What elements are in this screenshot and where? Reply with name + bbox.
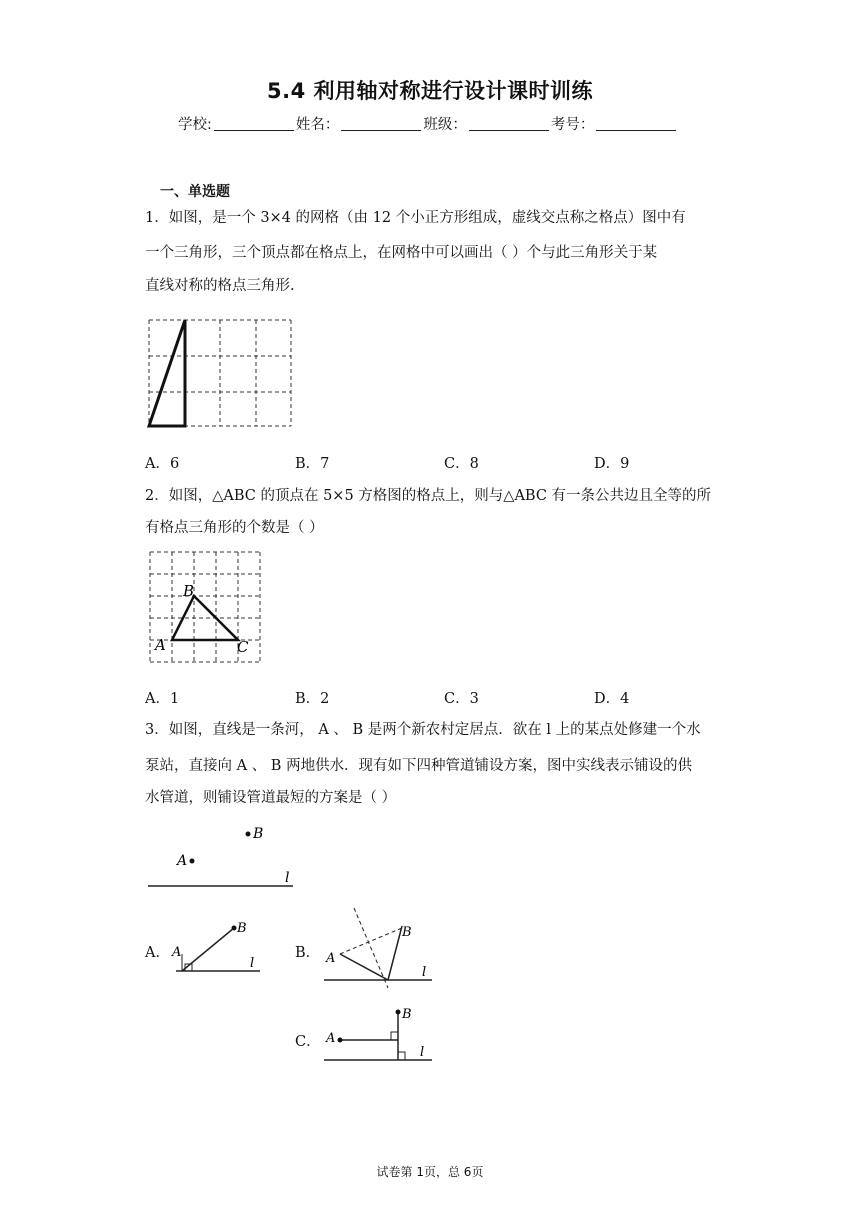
q3-text-line1: 3．如图，直线是一条河， A 、 B 是两个新农村定居点．欲在 l 上的某点处修建一个水: [145, 722, 701, 738]
q3a-label-a: A: [172, 945, 182, 960]
school-blank: [214, 116, 294, 131]
q2-grid-figure: [143, 546, 267, 670]
school-label: 学校:: [178, 117, 212, 133]
q3a-pipe-line: [182, 928, 234, 971]
q3c-label-l: l: [420, 1045, 425, 1060]
section-heading: 一、单选题: [160, 184, 230, 200]
q1-text-line2: 一个三角形，三个顶点都在格点上，在网格中可以画出（ ）个与此三角形关于某: [145, 245, 658, 261]
q1-triangle: [149, 320, 185, 426]
class-label: 班级：: [423, 117, 467, 133]
q3-option-c: C．: [295, 1034, 321, 1050]
q1-option-a: A．6: [145, 456, 180, 472]
class-blank: [469, 116, 549, 131]
q2-text-line1: 2．如图，△ABC 的顶点在 5×5 方格图的格点上，则与△ABC 有一条公共边且全等的所: [145, 488, 712, 504]
q3-label-l: l: [285, 870, 290, 886]
student-info-line: [178, 113, 678, 134]
q1-text-line3: 直线对称的格点三角形.: [145, 278, 295, 294]
q2-option-b: B．2: [295, 691, 330, 707]
q3-main-figure: [145, 822, 305, 892]
q3b-label-b: B: [402, 925, 412, 940]
exam-no-blank: [596, 116, 676, 131]
q3b-pipe-b: [388, 926, 402, 980]
q2-label-b: B: [183, 582, 195, 600]
q3-label-b: B: [253, 826, 264, 842]
q3-option-b-figure: [318, 902, 438, 994]
q1-option-c: C．8: [444, 456, 479, 472]
q1-grid-figure: [143, 314, 297, 432]
name-label: 姓名：: [295, 117, 340, 133]
q3a-label-b: B: [237, 921, 247, 936]
q1-text-line1: 1．如图，是一个 3×4 的网格（由 12 个小正方形组成，虚线交点称之格点）图中有: [145, 210, 686, 226]
q3c-label-b: B: [402, 1007, 412, 1022]
q2-option-c: C．3: [444, 691, 479, 707]
q2-label-c: C: [237, 638, 249, 656]
q3b-label-a: A: [326, 951, 336, 966]
q3-option-b: B．: [295, 945, 321, 961]
exam-no-label: 考号：: [550, 117, 595, 133]
q3b-dashed-axis: [354, 908, 388, 988]
q3-point-b: [246, 832, 251, 837]
q3-text-line3: 水管道，则铺设管道最短的方案是（ ）: [145, 790, 397, 806]
q3b-pipe-a: [340, 954, 388, 980]
q3a-label-l: l: [250, 956, 255, 971]
q3c-point-a: [338, 1038, 343, 1043]
q1-option-d: D．9: [594, 456, 630, 472]
q3-option-c-figure: [322, 1003, 436, 1067]
q2-text-line2: 有格点三角形的个数是（ ）: [145, 520, 324, 536]
q3-option-a: A．: [145, 945, 170, 961]
q3c-right-angle-bottom: [398, 1052, 405, 1060]
q3-option-a-figure: [168, 916, 268, 980]
page-title: 5.4 利用轴对称进行设计课时训练: [266, 79, 593, 103]
q3c-point-b: [396, 1010, 401, 1015]
q1-option-b: B．7: [295, 456, 330, 472]
q3a-point-b: [232, 926, 237, 931]
q3-label-a: A: [177, 853, 188, 869]
q3-text-line2: 泵站，直接向 A 、 B 两地供水．现有如下四种管道铺设方案，图中实线表示铺设的供: [145, 758, 693, 774]
q2-option-a: A．1: [145, 691, 180, 707]
q3c-right-angle-top: [391, 1032, 398, 1040]
q2-option-d: D．4: [594, 691, 630, 707]
q2-label-a: A: [155, 636, 166, 654]
q3-point-a: [190, 859, 195, 864]
page-footer: 试卷第 1页，总 6页: [376, 1165, 484, 1179]
q3b-label-l: l: [422, 965, 427, 980]
q3b-dashed-reflection: [340, 928, 402, 954]
q3c-label-a: A: [326, 1031, 336, 1046]
q1-dashed-grid: [149, 320, 291, 426]
name-blank: [341, 116, 421, 131]
